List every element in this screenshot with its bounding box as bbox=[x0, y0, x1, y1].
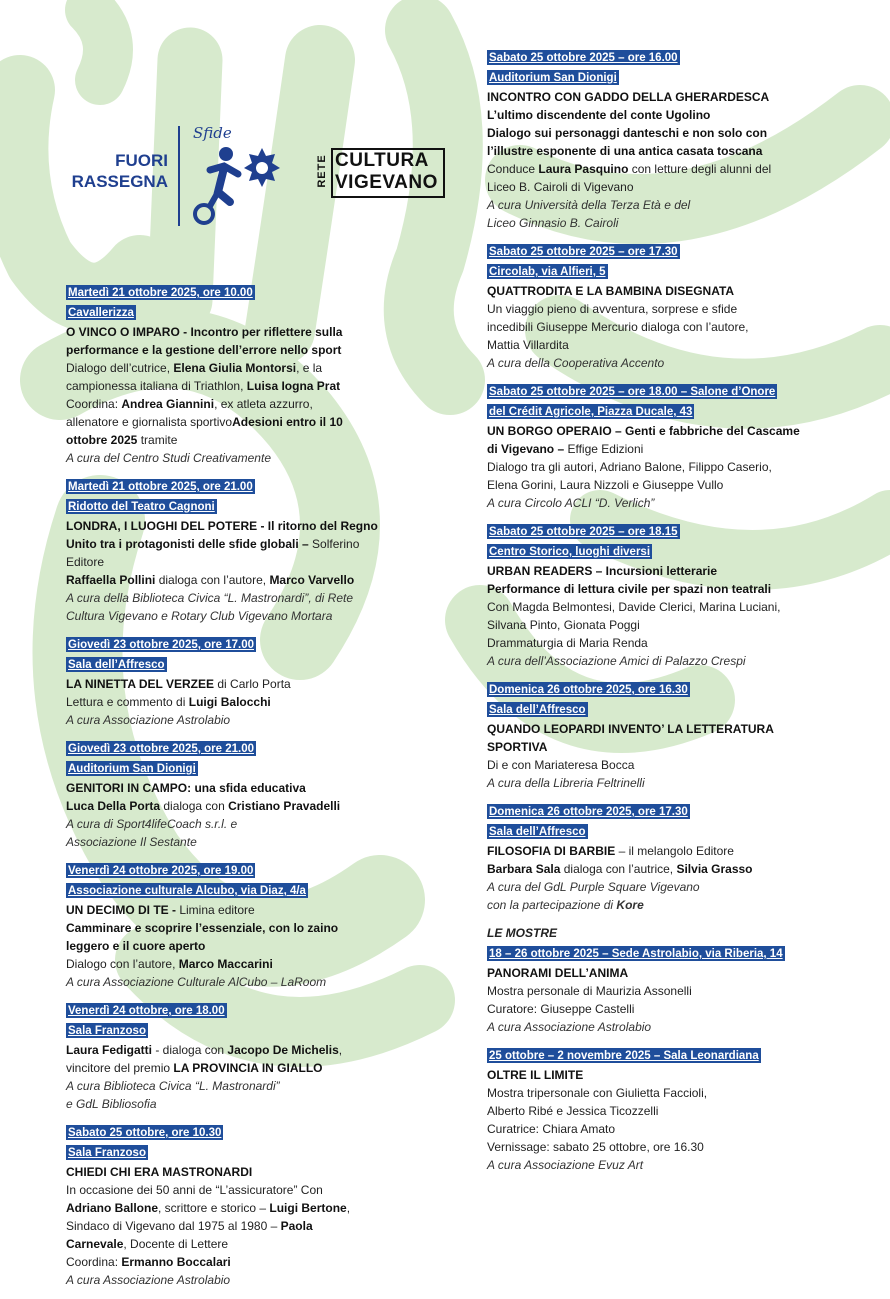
event-text-segment: Con Magda Belmontesi, Davide Clerici, Marina Luciani, bbox=[487, 600, 781, 614]
event-date-venue-highlight: Sabato 25 ottobre, ore 10.30 bbox=[68, 1127, 222, 1139]
event-text-line bbox=[66, 1181, 466, 1199]
event-date-venue-highlight: Martedì 21 ottobre 2025, ore 21.00 bbox=[68, 481, 253, 493]
event-text-line bbox=[487, 160, 867, 178]
event-text-line bbox=[487, 142, 867, 160]
event-text-segment: Liceo B. Cairoli di Vigevano bbox=[487, 180, 634, 194]
event-text-segment: Curatrice: Chiara Amato bbox=[487, 1122, 616, 1136]
event-text-segment: Luigi Bertone bbox=[269, 1201, 347, 1215]
event-text-segment: , scrittore e storico – bbox=[158, 1201, 270, 1215]
event-text-line bbox=[487, 88, 867, 106]
event-text-segment: Performance di lettura civile per spazi non teatrali bbox=[487, 582, 772, 596]
event-text-segment: , bbox=[346, 1201, 351, 1215]
right-events-list bbox=[487, 48, 867, 914]
event-date-venue-highlight: Venerdì 24 ottobre 2025, ore 19.00 bbox=[68, 865, 254, 877]
event-text-line bbox=[66, 1059, 466, 1077]
event-text-segment: Liceo Ginnasio B. Cairoli bbox=[487, 216, 619, 230]
event-text-line bbox=[66, 693, 466, 711]
event-text-segment: LONDRA, I LUOGHI DEL POTERE - Il ritorno del Regno bbox=[66, 519, 378, 533]
event-text-segment: vincitore del premio bbox=[66, 1061, 174, 1075]
event-text-segment: FILOSOFIA DI BARBIE bbox=[487, 844, 616, 858]
event-text-segment: Luisa Iogna Prat bbox=[246, 379, 341, 393]
event-block bbox=[66, 635, 466, 729]
event-block bbox=[487, 242, 867, 372]
event-date-venue-highlight: Giovedì 23 ottobre 2025, ore 21.00 bbox=[68, 743, 254, 755]
event-text-segment: PANORAMI DELL’ANIMA bbox=[487, 966, 629, 980]
event-text-segment: e GdL Bibliosofia bbox=[66, 1097, 157, 1111]
event-text-segment: A cura Biblioteca Civica “L. Mastronardi” bbox=[66, 1079, 280, 1093]
event-text-segment: , ex atleta azzurro, bbox=[214, 397, 313, 411]
event-text-line bbox=[487, 1018, 867, 1036]
event-text-line bbox=[487, 106, 867, 124]
event-text-segment: Dialogo dell’cutrice, bbox=[66, 361, 174, 375]
event-text-line bbox=[487, 440, 867, 458]
event-text-segment: SPORTIVA bbox=[487, 740, 548, 754]
event-text-line bbox=[66, 1235, 466, 1253]
event-text-line bbox=[487, 1000, 867, 1018]
event-text-segment: Ermanno Boccalari bbox=[121, 1255, 231, 1269]
mostre-list bbox=[487, 944, 867, 1174]
event-text-segment: A cura di Sport4lifeCoach s.r.l. e bbox=[66, 817, 238, 831]
event-date-venue-highlight: Giovedì 23 ottobre 2025, ore 17.00 bbox=[68, 639, 254, 651]
event-text-line bbox=[487, 878, 867, 896]
event-date-venue-highlight: 25 ottobre – 2 novembre 2025 – Sala Leonardiana bbox=[489, 1050, 759, 1062]
event-text-line bbox=[487, 1120, 867, 1138]
event-text-segment: A cura Associazione Astrolabio bbox=[66, 713, 231, 727]
event-text-segment: l’illustre esponente di una antica casata toscana bbox=[487, 144, 763, 158]
event-text-segment: Silvana Pinto, Gionata Poggi bbox=[487, 618, 640, 632]
event-block bbox=[487, 382, 867, 512]
event-text-segment: Di e con Mariateresa Bocca bbox=[487, 758, 635, 772]
event-date-venue-highlight: Centro Storico, luoghi diversi bbox=[489, 546, 651, 558]
event-text-line bbox=[487, 774, 867, 792]
event-text-line bbox=[66, 589, 466, 607]
event-date-venue-highlight: Associazione culturale Alcubo, via Diaz, 4/a bbox=[68, 885, 306, 897]
event-text-segment: Conduce bbox=[487, 162, 539, 176]
event-date-venue-highlight: 18 – 26 ottobre 2025 – Sede Astrolabio, via Riberia, 14 bbox=[489, 948, 783, 960]
event-date-venue-highlight: Cavallerizza bbox=[68, 307, 134, 319]
event-text-line bbox=[66, 815, 466, 833]
event-text-segment: Laura Pasquino bbox=[538, 162, 629, 176]
event-date-venue-highlight: Sala dell’Affresco bbox=[489, 704, 586, 716]
event-text-line bbox=[66, 323, 466, 341]
event-text-segment: Paola bbox=[280, 1219, 313, 1233]
event-text-segment: Solferino bbox=[308, 537, 360, 551]
event-text-segment: di Carlo Porta bbox=[214, 677, 291, 691]
event-text-segment: A cura della Biblioteca Civica “L. Mastronardi”, di Rete bbox=[66, 591, 354, 605]
event-text-line bbox=[487, 1066, 867, 1084]
event-date-venue-highlight: Sala dell’Affresco bbox=[68, 659, 165, 671]
event-text-segment: Luigi Balocchi bbox=[188, 695, 271, 709]
event-text-line bbox=[487, 354, 867, 372]
event-text-line bbox=[487, 494, 867, 512]
event-text-segment: Elena Gorini, Laura Nizzoli e Giuseppe Vullo bbox=[487, 478, 724, 492]
event-text-segment: A cura Associazione Astrolabio bbox=[487, 1020, 652, 1034]
event-text-line bbox=[487, 1138, 867, 1156]
event-text-line bbox=[66, 797, 466, 815]
event-text-line bbox=[66, 377, 466, 395]
event-text-segment: Editore bbox=[66, 555, 105, 569]
event-text-segment: Laura Fedigatti bbox=[66, 1043, 153, 1057]
event-text-segment: con la partecipazione di bbox=[487, 898, 617, 912]
event-text-line bbox=[66, 1163, 466, 1181]
event-text-segment: Andrea Giannini bbox=[121, 397, 215, 411]
event-text-segment: A cura Associazione Evuz Art bbox=[487, 1158, 644, 1172]
event-text-line bbox=[66, 431, 466, 449]
event-text-segment: dialoga con l’autrice, bbox=[560, 862, 677, 876]
event-text-line bbox=[487, 214, 867, 232]
event-text-segment: Dialogo con l’autore, bbox=[66, 957, 179, 971]
event-text-segment: Luca Della Porta bbox=[66, 799, 161, 813]
event-text-line bbox=[66, 937, 466, 955]
event-text-segment: Marco Varvello bbox=[269, 573, 355, 587]
event-text-line bbox=[66, 919, 466, 937]
event-text-line bbox=[487, 756, 867, 774]
event-text-segment: LA NINETTA DEL VERZEE bbox=[66, 677, 215, 691]
event-text-line bbox=[66, 535, 466, 553]
event-date-venue-highlight: Sabato 25 ottobre 2025 – ore 18.00 – Salone d’Onore bbox=[489, 386, 776, 398]
event-text-segment: Barbara Sala bbox=[487, 862, 561, 876]
event-text-segment: Carnevale bbox=[66, 1237, 124, 1251]
event-text-line bbox=[66, 359, 466, 377]
event-text-line bbox=[66, 675, 466, 693]
event-text-line bbox=[487, 178, 867, 196]
event-text-line bbox=[487, 300, 867, 318]
event-text-line bbox=[487, 982, 867, 1000]
event-text-segment: Associazione Il Sestante bbox=[66, 835, 197, 849]
event-text-segment: Sindaco di Vigevano dal 1975 al 1980 – bbox=[66, 1219, 281, 1233]
event-text-segment: – il melangolo Editore bbox=[615, 844, 734, 858]
logo-area bbox=[60, 120, 460, 230]
event-text-segment: campionessa italiana di Triathlon, bbox=[66, 379, 247, 393]
event-block bbox=[487, 522, 867, 670]
event-text-segment: Cristiano Pravadelli bbox=[228, 799, 341, 813]
event-text-line bbox=[487, 458, 867, 476]
event-text-line bbox=[66, 901, 466, 919]
event-text-segment: Mostra personale di Maurizia Assonelli bbox=[487, 984, 692, 998]
event-text-segment: A cura del GdL Purple Square Vigevano bbox=[487, 880, 700, 894]
event-text-segment: L’ultimo discendente del conte Ugolino bbox=[487, 108, 711, 122]
event-text-line bbox=[66, 1253, 466, 1271]
event-text-line bbox=[487, 598, 867, 616]
event-text-segment: Coordina: bbox=[66, 397, 122, 411]
event-text-segment: QUATTRODITA E LA BAMBINA DISEGNATA bbox=[487, 284, 735, 298]
event-date-venue-highlight: Martedì 21 ottobre 2025, ore 10.00 bbox=[68, 287, 253, 299]
event-block bbox=[66, 283, 466, 467]
event-date-venue-highlight: Auditorium San Dionigi bbox=[489, 72, 617, 84]
event-text-segment: , e la bbox=[296, 361, 323, 375]
rete-cultura-vigevano-logo: RETE CULTURA VIGEVANO bbox=[315, 148, 443, 196]
event-date-venue-highlight: Sala Franzoso bbox=[68, 1025, 146, 1037]
event-text-segment: Drammaturgia di Maria Renda bbox=[487, 636, 648, 650]
event-text-segment: INCONTRO CON GADDO DELLA GHERARDESCA bbox=[487, 90, 770, 104]
event-text-line bbox=[66, 1095, 466, 1113]
event-text-segment: - dialoga con bbox=[152, 1043, 228, 1057]
event-text-line bbox=[66, 1217, 466, 1235]
event-text-line bbox=[487, 896, 867, 914]
event-text-segment: Coordina: bbox=[66, 1255, 122, 1269]
event-text-segment: Un viaggio pieno di avventura, sorprese e sfide bbox=[487, 302, 738, 316]
event-text-segment: incedibili Giuseppe Mercurio dialoga con l’autore, bbox=[487, 320, 749, 334]
sfide-logo-text: Sfide bbox=[193, 124, 232, 142]
event-text-segment: di Vigevano – bbox=[487, 442, 565, 456]
event-text-line bbox=[66, 973, 466, 991]
event-text-line bbox=[487, 1156, 867, 1174]
event-text-segment: dialoga con bbox=[160, 799, 229, 813]
event-text-segment: allenatore e giornalista sportivo bbox=[66, 415, 233, 429]
event-text-segment: In occasione dei 50 anni de “L’assicuratore” Con bbox=[66, 1183, 323, 1197]
event-text-segment: Curatore: Giuseppe Castelli bbox=[487, 1002, 635, 1016]
event-text-segment: URBAN READERS – Incursioni letterarie bbox=[487, 564, 718, 578]
event-text-segment: Unito tra i protagonisti delle sfide globali – bbox=[66, 537, 309, 551]
event-text-line bbox=[66, 711, 466, 729]
event-block bbox=[487, 802, 867, 914]
event-text-segment: Adesioni entro il 10 bbox=[232, 415, 343, 429]
event-text-segment: A cura Università della Terza Età e del bbox=[487, 198, 691, 212]
event-text-segment: tramite bbox=[137, 433, 178, 447]
event-text-line bbox=[66, 607, 466, 625]
event-text-line bbox=[66, 833, 466, 851]
event-text-line bbox=[487, 720, 867, 738]
event-block bbox=[66, 1123, 466, 1289]
event-text-segment: UN DECIMO DI TE - bbox=[66, 903, 176, 917]
event-text-segment: ottobre 2025 bbox=[66, 433, 138, 447]
event-text-line bbox=[66, 341, 466, 359]
event-block bbox=[487, 48, 867, 232]
event-text-segment: Raffaella Pollini bbox=[66, 573, 156, 587]
event-text-segment: A cura della Cooperativa Accento bbox=[487, 356, 665, 370]
event-text-line bbox=[66, 571, 466, 589]
event-date-venue-highlight: Domenica 26 ottobre 2025, ore 17.30 bbox=[489, 806, 688, 818]
event-text-line bbox=[66, 779, 466, 797]
event-date-venue-highlight: Circolab, via Alfieri, 5 bbox=[489, 266, 606, 278]
event-date-venue-highlight: Sala dell’Affresco bbox=[489, 826, 586, 838]
event-text-line bbox=[487, 282, 867, 300]
event-text-line bbox=[487, 1084, 867, 1102]
event-block bbox=[66, 1001, 466, 1113]
event-block bbox=[487, 680, 867, 792]
event-text-segment: , Docente di Lettere bbox=[123, 1237, 229, 1251]
event-text-segment: Camminare e scoprire l’essenziale, con lo zaino bbox=[66, 921, 339, 935]
event-date-venue-highlight: Sabato 25 ottobre 2025 – ore 17.30 bbox=[489, 246, 678, 258]
event-text-segment: A cura Associazione Culturale AlCubo – LaRoom bbox=[66, 975, 327, 989]
event-text-segment: Adriano Ballone bbox=[66, 1201, 159, 1215]
event-date-venue-highlight: del Crédit Agricole, Piazza Ducale, 43 bbox=[489, 406, 693, 418]
event-text-segment: Limina editore bbox=[176, 903, 255, 917]
event-text-segment: LA PROVINCIA IN GIALLO bbox=[173, 1061, 323, 1075]
event-text-segment: Dialogo tra gli autori, Adriano Balone, Filippo Caserio, bbox=[487, 460, 772, 474]
event-text-line bbox=[66, 955, 466, 973]
event-text-segment: Vernissage: sabato 25 ottobre, ore 16.30 bbox=[487, 1140, 704, 1154]
event-text-line bbox=[487, 336, 867, 354]
logo-divider bbox=[178, 126, 180, 226]
event-date-venue-highlight: Sala Franzoso bbox=[68, 1147, 146, 1159]
event-text-segment: Elena Giulia Montorsi bbox=[173, 361, 297, 375]
event-text-segment: QUANDO LEOPARDI INVENTO’ LA LETTERATURA bbox=[487, 722, 774, 736]
event-text-line bbox=[487, 124, 867, 142]
event-text-line bbox=[487, 652, 867, 670]
event-text-line bbox=[487, 196, 867, 214]
event-text-segment: leggero e il cuore aperto bbox=[66, 939, 206, 953]
event-text-line bbox=[487, 580, 867, 598]
event-text-segment: Silvia Grasso bbox=[676, 862, 753, 876]
event-text-segment: Effige Edizioni bbox=[564, 442, 644, 456]
event-text-line bbox=[487, 964, 867, 982]
event-text-segment: A cura del Centro Studi Creativamente bbox=[66, 451, 271, 465]
event-date-venue-highlight: Ridotto del Teatro Cagnoni bbox=[68, 501, 215, 513]
event-text-segment: Marco Maccarini bbox=[178, 957, 273, 971]
event-text-segment: A cura Associazione Astrolabio bbox=[66, 1273, 231, 1287]
mostre-heading: LE MOSTRE bbox=[487, 926, 558, 940]
event-text-segment: UN BORGO OPERAIO – Genti e fabbriche del Cascame bbox=[487, 424, 800, 438]
event-text-line bbox=[487, 842, 867, 860]
event-date-venue-highlight: Sabato 25 ottobre 2025 – ore 16.00 bbox=[489, 52, 678, 64]
event-text-segment: O VINCO O IMPARO - Incontro per riflettere sulla bbox=[66, 325, 343, 339]
event-block bbox=[66, 861, 466, 991]
event-text-segment: performance e la gestione dell’errore nello sport bbox=[66, 343, 342, 357]
event-text-segment: Dialogo sui personaggi danteschi e non solo con bbox=[487, 126, 768, 140]
event-block bbox=[487, 1046, 867, 1174]
event-date-venue-highlight: Auditorium San Dionigi bbox=[68, 763, 196, 775]
event-date-venue-highlight: Venerdì 24 ottobre, ore 18.00 bbox=[68, 1005, 225, 1017]
event-text-line bbox=[66, 449, 466, 467]
event-text-segment: con letture degli alunni del bbox=[628, 162, 772, 176]
event-text-segment: , bbox=[338, 1043, 343, 1057]
event-text-segment: Kore bbox=[616, 898, 644, 912]
event-text-line bbox=[487, 738, 867, 756]
event-text-line bbox=[66, 1077, 466, 1095]
event-text-segment: dialoga con l’autore, bbox=[155, 573, 270, 587]
event-date-venue-highlight: Domenica 26 ottobre 2025, ore 16.30 bbox=[489, 684, 688, 696]
event-text-line bbox=[66, 413, 466, 431]
event-text-segment: A cura della Libreria Feltrinelli bbox=[487, 776, 645, 790]
event-text-line bbox=[487, 860, 867, 878]
event-text-line bbox=[487, 562, 867, 580]
event-block bbox=[66, 739, 466, 851]
event-text-segment: CHIEDI CHI ERA MASTRONARDI bbox=[66, 1165, 253, 1179]
event-text-line bbox=[66, 395, 466, 413]
event-text-segment: A cura Circolo ACLI “D. Verlich” bbox=[487, 496, 655, 510]
event-text-line bbox=[487, 476, 867, 494]
event-text-line bbox=[487, 422, 867, 440]
sfide-figure-icon bbox=[188, 140, 298, 230]
event-text-segment: Jacopo De Michelis bbox=[227, 1043, 339, 1057]
event-block bbox=[66, 477, 466, 625]
event-text-line bbox=[487, 318, 867, 336]
right-column-events bbox=[487, 48, 867, 1184]
event-text-line bbox=[487, 634, 867, 652]
event-text-segment: OLTRE IL LIMITE bbox=[487, 1068, 584, 1082]
event-text-line bbox=[66, 1041, 466, 1059]
event-date-venue-highlight: Sabato 25 ottobre 2025 – ore 18.15 bbox=[489, 526, 678, 538]
event-text-segment: Cultura Vigevano e Rotary Club Vigevano Mortara bbox=[66, 609, 333, 623]
event-text-line bbox=[66, 553, 466, 571]
event-text-segment: Mattia Villardita bbox=[487, 338, 569, 352]
left-column-events bbox=[66, 283, 466, 1299]
event-text-line bbox=[66, 1271, 466, 1289]
event-text-segment: Alberto Ribé e Jessica Ticozzelli bbox=[487, 1104, 659, 1118]
event-text-line bbox=[66, 1199, 466, 1217]
event-text-line bbox=[487, 616, 867, 634]
fuori-rassegna-logo: FUORI RASSEGNA bbox=[71, 151, 168, 191]
event-text-segment: GENITORI IN CAMPO: una sfida educativa bbox=[66, 781, 306, 795]
event-text-segment: Lettura e commento di bbox=[66, 695, 189, 709]
event-text-line bbox=[487, 1102, 867, 1120]
event-text-line bbox=[66, 517, 466, 535]
event-block bbox=[487, 944, 867, 1036]
event-text-segment: A cura dell’Associazione Amici di Palazzo Crespi bbox=[487, 654, 746, 668]
event-text-segment: Mostra tripersonale con Giulietta Faccioli, bbox=[487, 1086, 708, 1100]
